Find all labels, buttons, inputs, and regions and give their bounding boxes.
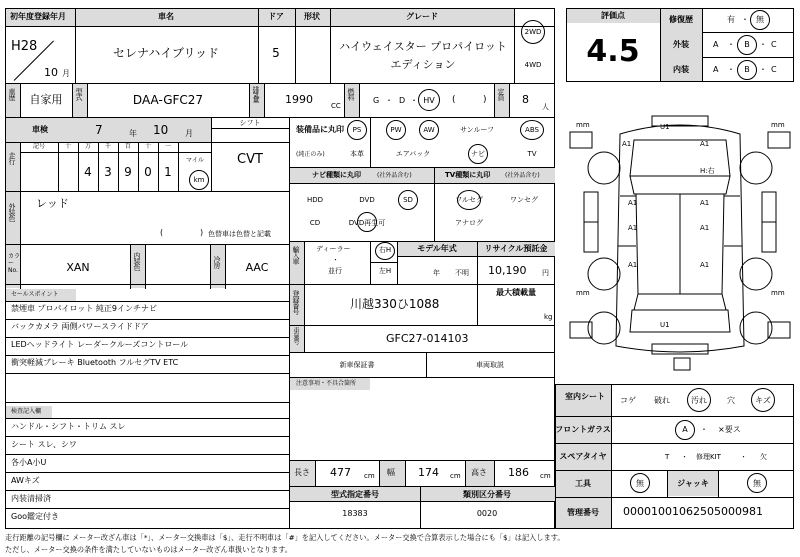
spare-dot: ・ <box>681 453 688 461</box>
seat-hole: 穴 <box>727 396 735 405</box>
first-reg-year: H28 <box>11 39 38 54</box>
doors: 5 <box>272 46 280 60</box>
windshield-a: A <box>682 425 688 434</box>
import-left-h: 左H <box>378 267 392 275</box>
seat-dirt: 汚れ <box>691 396 707 405</box>
navi-dvd: DVD <box>359 196 375 204</box>
equip-aw: AW <box>423 126 435 134</box>
exterior-label: 外装 <box>673 40 689 49</box>
inspection-note: Goo鑑定付き <box>11 512 59 521</box>
manual: 車両取説 <box>476 361 504 369</box>
capacity: 8 <box>522 93 529 106</box>
equip-navi: ナビ <box>471 150 485 158</box>
windshield-dot: ・ <box>700 425 708 434</box>
inspection-year-unit: 年 <box>129 129 137 138</box>
spare-dot: ・ <box>740 453 747 461</box>
chassis: GFC27-014103 <box>386 332 469 345</box>
fuel-paren-open: ( <box>452 95 456 105</box>
capacity-label: 定員 <box>497 88 505 100</box>
class-no: 0020 <box>476 509 498 518</box>
int-b: B <box>744 65 750 74</box>
tv-analog: アナログ <box>455 219 483 227</box>
color-no: XAN <box>66 261 90 274</box>
capacity-unit: 人 <box>542 103 549 111</box>
repair-label: 修復歴 <box>669 15 693 24</box>
length-label: 長さ <box>294 468 310 477</box>
inspection-note: ハンドル・シフト・トリム スレ <box>11 422 126 431</box>
ext-b: B <box>744 40 750 49</box>
cc-unit: CC <box>331 102 341 110</box>
cold: AAC <box>245 261 269 274</box>
import-right-h: 右H <box>378 246 392 254</box>
sales-line: 衝突軽減ブレーキ Bluetooth フルセグTV ETC <box>11 358 179 367</box>
width-unit: cm <box>450 472 461 480</box>
footer-line-2: ただし、メーター交換の条件を満たしていないものはメーター改ざん車扱いとなります。 <box>5 545 292 554</box>
model-label: 型式 <box>75 88 83 100</box>
inspection-note: 各小A小U <box>11 458 47 467</box>
inspection-month: 10 <box>153 123 169 137</box>
class-no-label: 類別区分番号 <box>463 490 511 499</box>
cc: 1990 <box>285 93 313 106</box>
mark-a1: A1 <box>700 261 710 269</box>
color-label: 外装色 <box>8 203 16 221</box>
import-dot: ・ <box>332 256 339 264</box>
notes-label: 注意事項・不具合箇所 <box>296 380 357 387</box>
windshield-label: フロントガラス <box>555 425 611 434</box>
fuel-d: D <box>399 96 406 105</box>
mileage-header: 千 <box>104 143 112 150</box>
equip-leather: 本革 <box>350 150 364 158</box>
grade: ハイウェイスター プロパイロット エディション <box>339 40 507 71</box>
sales-line: LEDヘッドライト レーダークルーズコントロール <box>11 340 189 349</box>
type-no: 18383 <box>342 509 368 518</box>
first-reg-month: 10 <box>44 66 58 79</box>
spare-kit: 修理KIT <box>696 453 721 461</box>
inspection-notes-label: 検査記入欄 <box>11 408 42 415</box>
inspection-year: 7 <box>95 123 103 137</box>
mileage-digit: 9 <box>124 165 132 179</box>
mgmt-label: 管理番号 <box>567 508 599 517</box>
mark-a1: A1 <box>628 199 638 207</box>
spare-label: スペアタイヤ <box>559 452 607 461</box>
mark-a1: A1 <box>628 261 638 269</box>
length: 477 <box>330 466 351 479</box>
first-reg-label: 初年度登録年月 <box>10 12 66 21</box>
diagram-mm: mm <box>771 289 785 297</box>
sales-line: 禁煙車 プロパイロット 純正9インチナビ <box>11 304 158 313</box>
score-value: 4.5 <box>586 34 640 69</box>
int-a: A <box>713 65 719 74</box>
mark-a1: A1 <box>700 224 710 232</box>
mileage-unit: km <box>193 176 205 184</box>
drive-4wd: 4WD <box>524 61 542 69</box>
import-parallel: 並行 <box>328 267 342 275</box>
shift: CVT <box>237 152 263 167</box>
inspection-note: 内装清掃済 <box>11 494 51 503</box>
import-label: 輸入車 <box>292 246 300 264</box>
navi-dvd-play: DVD再生可 <box>348 219 386 227</box>
mark-a1: A1 <box>628 224 638 232</box>
mark-a1: A1 <box>622 140 632 148</box>
model-year: 不明 <box>455 269 469 277</box>
cold-label: 冷房 <box>213 256 221 268</box>
repair-no: 無 <box>756 15 764 24</box>
fuel-paren-close: ) <box>483 95 487 105</box>
tv-label: TV種類に丸印 <box>445 171 491 179</box>
diagram-mm: mm <box>771 121 785 129</box>
mileage-digit: 1 <box>164 165 172 179</box>
chassis-label: 車台番号 <box>292 327 299 343</box>
interior-color-label: 内装色 <box>133 252 141 270</box>
equipment-sub: (純正のみ) <box>296 151 325 158</box>
mark-a1: A1 <box>700 140 710 148</box>
diagram-mm: mm <box>576 121 590 129</box>
max-load-label: 最大積載量 <box>496 288 536 297</box>
car-name: セレナハイブリッド <box>113 46 219 60</box>
model-year-unit: 年 <box>433 269 440 277</box>
width-label: 幅 <box>387 468 395 477</box>
inspection-label: 車検 <box>32 125 48 134</box>
type-no-label: 型式指定番号 <box>331 490 379 499</box>
mileage-header-mile: マイル <box>186 157 204 164</box>
month-unit: 月 <box>62 69 70 78</box>
shift-label: シフト <box>239 119 261 127</box>
warranty: 新車保証書 <box>339 361 375 369</box>
color-paren-close: ) <box>200 228 204 237</box>
recycle-label: リサイクル預託金 <box>484 244 548 253</box>
height-unit: cm <box>540 472 551 480</box>
inspection-month-unit: 月 <box>185 129 193 138</box>
equip-tv: TV <box>527 150 537 158</box>
inspection-note: AWキズ <box>11 476 40 485</box>
equipment-label: 装備品に丸印 <box>296 125 344 134</box>
repair-yes: 有 <box>727 15 735 24</box>
mileage-header-sign: 記号 <box>32 143 46 150</box>
jack-label: ジャッキ <box>677 479 709 488</box>
tv-sub: (社外品含む) <box>505 172 540 179</box>
shape-label: 形状 <box>304 12 320 21</box>
seat-label: 室内シート <box>565 392 605 401</box>
drive-2wd: 2WD <box>524 28 542 36</box>
ext-a: A <box>713 40 719 49</box>
mileage-header: 一 <box>164 143 172 150</box>
windshield-x: ×要ス <box>718 425 741 434</box>
cc-label: 排気量 <box>252 86 260 101</box>
inspection-note: シート スレ、シワ <box>11 440 77 449</box>
height: 186 <box>508 466 529 479</box>
fuel-hv: HV <box>423 96 435 105</box>
mileage-header: 十 <box>144 143 152 150</box>
mileage-header: 十 <box>64 143 72 150</box>
door-label: ドア <box>268 12 284 21</box>
navi-label: ナビ種類に丸印 <box>312 171 361 179</box>
mileage-digit: 0 <box>144 165 152 179</box>
tv-oneseg: ワンセグ <box>510 196 538 204</box>
navi-sd: SD <box>403 196 413 204</box>
tools-label: 工具 <box>575 479 591 488</box>
car-damage-diagram <box>566 96 794 376</box>
mileage-header: 百 <box>124 143 132 150</box>
score-label: 評価点 <box>601 11 625 20</box>
equip-airbag: エアバック <box>395 150 431 158</box>
seat-scorch: コゲ <box>620 396 636 405</box>
equip-sunroof: サンルーフ <box>459 126 495 134</box>
int-c: C <box>771 65 777 74</box>
equip-ps: PS <box>352 126 362 134</box>
spare-missing: 欠 <box>760 453 767 461</box>
navi-cd: CD <box>309 219 321 227</box>
color-no-label: カラーNo. <box>8 253 21 274</box>
mark-a1: A1 <box>700 199 710 207</box>
footer-line-1: 走行距離の記号欄に メーター改ざん車は「*」、メーター交換車は「$」、走行不明車は「#」を記入してください。メーター交換で合算表示した場合にも「$」は記入します。 <box>5 533 565 542</box>
jack: 無 <box>753 479 761 488</box>
seat-scratch: キズ <box>755 396 771 405</box>
sales-line: バックカメラ 両側パワースライドドア <box>11 322 149 331</box>
mgmt-no: 00001001062505000981 <box>623 505 763 518</box>
import-dealer: ディーラー <box>316 245 351 253</box>
mark-u1: U1 <box>660 321 670 329</box>
navi-sub: (社外品含む) <box>377 172 412 179</box>
mark-u1: U1 <box>660 123 670 131</box>
tools: 無 <box>636 479 644 488</box>
mark-h-right: H:右 <box>700 167 715 175</box>
fuel-g: G <box>373 96 380 105</box>
tv-fullseg: フルセグ <box>455 196 483 204</box>
mileage-label: 走行 <box>8 152 16 164</box>
height-label: 高さ <box>471 468 487 477</box>
mileage-digit: 3 <box>104 165 112 179</box>
grade-label: グレード <box>406 12 438 21</box>
mileage-header: 万 <box>84 143 92 150</box>
spare-t: T <box>665 453 670 461</box>
length-unit: cm <box>364 472 375 480</box>
color-note: 色替車は色替と記載 <box>208 230 271 238</box>
width: 174 <box>418 466 439 479</box>
model: DAA-GFC27 <box>132 93 204 107</box>
max-load-unit: kg <box>544 313 553 321</box>
diagram-mm: mm <box>576 289 590 297</box>
recycle-unit: 円 <box>542 269 549 277</box>
registration-label: 登録番号 <box>292 290 300 314</box>
interior-label: 内装 <box>673 65 689 74</box>
ext-c: C <box>771 40 777 49</box>
seat-tear: 破れ <box>654 396 670 405</box>
fuel-label: 燃料 <box>347 88 355 100</box>
sales-label: セールスポイント <box>11 291 59 298</box>
equip-pw: PW <box>390 126 402 134</box>
equip-abs: ABS <box>525 126 539 134</box>
color-paren-open: ( <box>160 228 164 237</box>
car-name-label: 車名 <box>158 12 174 21</box>
navi-hdd: HDD <box>306 196 324 204</box>
registration: 川越330ひ1088 <box>350 297 440 311</box>
use-label: 車歴 <box>8 88 16 100</box>
recycle-value: 10,190 <box>488 264 527 277</box>
color-name: レッド <box>36 197 69 210</box>
use: 自家用 <box>29 93 63 106</box>
mileage-digit: 4 <box>84 165 92 179</box>
model-year-label: モデル年式 <box>417 244 457 253</box>
